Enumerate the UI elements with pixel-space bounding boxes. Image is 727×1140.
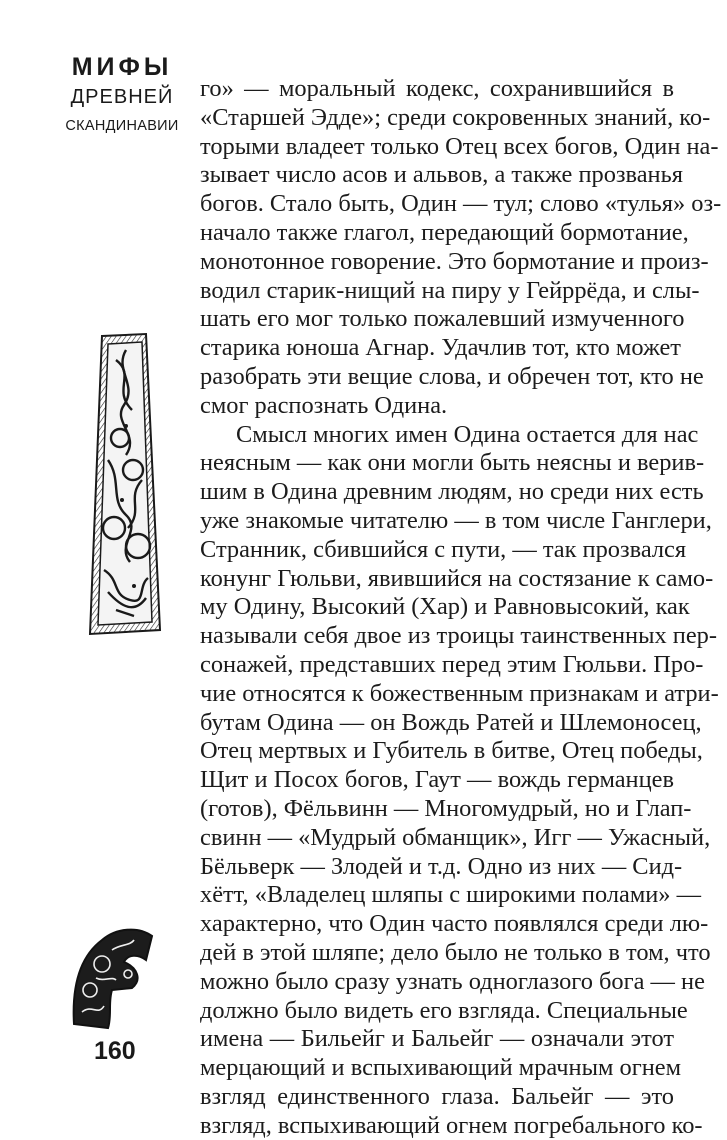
interlace-carved-panel-icon <box>86 330 166 640</box>
text-line: разобрать эти вещие слова, и обречен тот, кто не <box>200 362 704 390</box>
text-line: старика юноша Агнар. Удачлив тот, кто может <box>200 334 681 362</box>
text-line: уже знакомые читателю — в том числе Ганглери, <box>200 506 712 534</box>
text-line: должно было видеть его взгляда. Специальные <box>200 996 688 1024</box>
text-line: водил старик-нищий на пиру у Гейррёда, и слы- <box>200 276 700 304</box>
text-line: монотонное говорение. Это бормотание и произ- <box>200 247 709 275</box>
running-head <box>62 52 182 136</box>
text-line: бутам Одина — он Вождь Ратей и Шлемоносец, <box>200 708 702 736</box>
text-line: торыми владеет только Отец всех богов, Один на- <box>200 132 719 160</box>
text-line: взгляд, вспыхивающий огнем погребального ко- <box>200 1111 703 1139</box>
text-line: начало также глагол, передающий бормотание, <box>200 218 689 246</box>
text-line: шать его мог только пожалевший измученного <box>200 305 685 333</box>
text-line: взгляд единственного глаза. Бальейг — это <box>200 1082 674 1110</box>
text-line: Щит и Посох богов, Гаут — вождь германцев <box>200 766 674 794</box>
text-line: богов. Стало быть, Один — тул; слово «тулья» оз- <box>200 190 722 218</box>
text-line: го» — моральный кодекс, сохранившийся в <box>200 75 674 102</box>
text-line: неясным — как они могли быть неясны и верив- <box>200 449 705 477</box>
text-line: дей в этой шляпе; дело было не только в том, что <box>200 938 711 966</box>
text-line: сонажей, представших перед этим Гюльви. Про- <box>200 650 704 678</box>
text-line: чие относятся к божественным признакам и атри- <box>200 679 719 707</box>
text-line: (готов), Фёльвинн — Многомудрый, но и Глап- <box>200 794 692 822</box>
text-line: смог распознать Одина. <box>200 391 448 419</box>
text-line: называли себя двое из троицы таинственных пер- <box>200 622 717 650</box>
text-line: зывает число асов и альвов, а также прозванья <box>200 161 683 189</box>
body-text <box>200 75 722 1140</box>
book-subtitle-line1: ДРЕВНЕЙ <box>70 86 174 108</box>
beast-head-ornament-icon <box>68 920 158 1032</box>
text-line: Странник, сбившийся с пути, — так прозвался <box>200 535 687 563</box>
text-line: конунг Гюльви, явившийся на состязание к само- <box>200 564 714 592</box>
text-line: Отец мертвых и Губитель в битве, Отец победы, <box>200 737 703 765</box>
text-line: можно было сразу узнать одноглазого бога — не <box>200 967 705 995</box>
text-line: хётт, «Владелец шляпы с широкими полами» — <box>200 881 701 909</box>
text-line: Смысл многих имен Одина остается для нас <box>236 420 699 448</box>
text-line: характерно, что Один часто появлялся среди лю- <box>200 910 709 938</box>
text-line: «Старшей Эдде»; среди сокровенных знаний, ко- <box>200 103 711 131</box>
page-number: 160 <box>94 1037 136 1065</box>
text-line: шим в Одина древним людям, но среди них есть <box>200 478 704 506</box>
text-line: имена — Бильейг и Бальейг — означали этот <box>200 1025 674 1053</box>
text-line: му Одину, Высокий (Хар) и Равновысокий, как <box>200 593 690 621</box>
text-line: Бёльверк — Злодей и т.д. Одно из них — Сид- <box>200 852 683 880</box>
book-subtitle-line2: СКАНДИНАВИИ <box>65 118 179 134</box>
text-line: мерцающий и вспыхивающий мрачным огнем <box>200 1054 682 1082</box>
book-title: МИФЫ <box>71 53 173 81</box>
text-line: свинн — «Мудрый обманщик», Игг — Ужасный, <box>200 823 711 851</box>
